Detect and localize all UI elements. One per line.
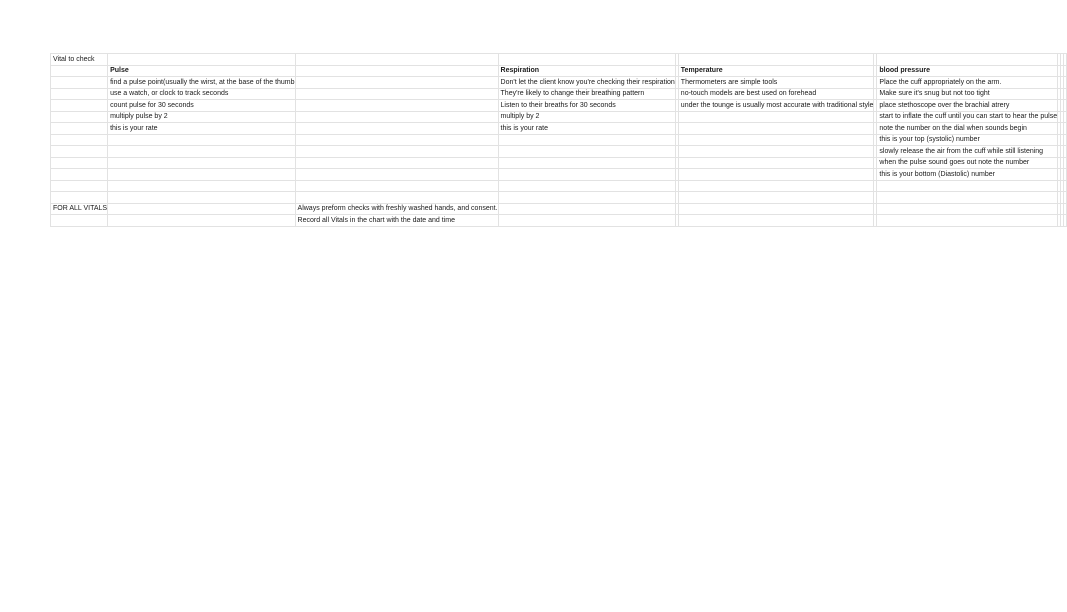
cell[interactable] [51,100,108,112]
all-vitals-note-cell[interactable]: Record all Vitals in the chart with the date and time [295,215,498,227]
cell[interactable] [295,77,498,89]
cell[interactable] [877,192,1058,204]
cell[interactable] [498,157,675,169]
sheet-title-cell[interactable]: Vital to check [51,54,108,66]
table-row [51,123,1067,135]
cell[interactable] [678,169,874,181]
respiration-step-cell[interactable]: multiply by 2 [498,111,675,123]
respiration-step-cell[interactable]: this is your rate [498,123,675,135]
cell[interactable] [295,111,498,123]
blood-pressure-step-cell[interactable]: when the pulse sound goes out note the number [877,157,1058,169]
header-pulse[interactable]: Pulse [108,65,295,77]
table-row [51,100,1067,112]
cell[interactable] [108,54,295,66]
pulse-step-cell[interactable]: use a watch, or clock to track seconds [108,88,295,100]
cell[interactable] [678,146,874,158]
header-blood-pressure[interactable]: blood pressure [877,65,1058,77]
cell[interactable] [678,180,874,192]
cell[interactable] [295,157,498,169]
respiration-step-cell[interactable]: Don't let the client know you're checking their respiration [498,77,675,89]
cell[interactable] [1064,192,1067,204]
cell[interactable] [877,54,1058,66]
cell[interactable] [877,180,1058,192]
cell[interactable] [678,215,874,227]
temperature-step-cell[interactable]: Thermometers are simple tools [678,77,874,89]
cell[interactable] [1064,215,1067,227]
cell[interactable] [295,65,498,77]
cell[interactable] [498,169,675,181]
cell[interactable] [108,157,295,169]
table-row [51,215,1067,227]
blood-pressure-step-cell[interactable]: Make sure it's snug but not too tight [877,88,1058,100]
table-row [51,169,1067,181]
table-row [51,157,1067,169]
respiration-step-cell[interactable]: Listen to their breaths for 30 seconds [498,100,675,112]
all-vitals-note-cell[interactable]: Always preform checks with freshly washed hands, and consent. [295,203,498,215]
cell[interactable] [51,77,108,89]
table-row [51,54,1067,66]
cell[interactable] [108,134,295,146]
temperature-step-cell[interactable]: under the tounge is usually most accurate with traditional style [678,100,874,112]
cell[interactable] [295,146,498,158]
cell[interactable] [51,215,108,227]
cell[interactable] [1064,100,1067,112]
cell[interactable] [1064,146,1067,158]
temperature-step-cell[interactable]: no-touch models are best used on forehead [678,88,874,100]
cell[interactable] [678,54,874,66]
table-row [51,88,1067,100]
table-row [51,192,1067,204]
blood-pressure-step-cell[interactable]: note the number on the dial when sounds begin [877,123,1058,135]
cell[interactable] [498,134,675,146]
cell[interactable] [1064,203,1067,215]
cell[interactable] [1064,180,1067,192]
cell[interactable] [295,123,498,135]
cell[interactable] [51,157,108,169]
cell[interactable] [1064,65,1067,77]
cell[interactable] [1064,54,1067,66]
pulse-step-cell[interactable]: count pulse for 30 seconds [108,100,295,112]
cell[interactable] [295,192,498,204]
cell[interactable] [1064,123,1067,135]
cell[interactable] [1064,169,1067,181]
table-row [51,111,1067,123]
cell[interactable] [108,203,295,215]
cell[interactable] [877,203,1058,215]
cell[interactable] [295,169,498,181]
cell[interactable] [51,146,108,158]
header-respiration[interactable]: Respiration [498,65,675,77]
table-row [51,180,1067,192]
cell[interactable] [678,192,874,204]
blood-pressure-step-cell[interactable]: place stethoscope over the brachial atrery [877,100,1058,112]
cell[interactable] [1064,111,1067,123]
cell[interactable] [295,54,498,66]
cell[interactable] [498,180,675,192]
cell[interactable] [498,146,675,158]
cell[interactable] [1064,88,1067,100]
spreadsheet-grid [50,53,1067,227]
cell[interactable] [108,192,295,204]
table-row [51,146,1067,158]
table-row [51,77,1067,89]
header-temperature[interactable]: Temperature [678,65,874,77]
cell[interactable] [108,180,295,192]
cell[interactable] [678,123,874,135]
table-row [51,134,1067,146]
blood-pressure-step-cell[interactable]: this is your bottom (Diastolic) number [877,169,1058,181]
cell[interactable] [678,134,874,146]
pulse-step-cell[interactable]: find a pulse point(usually the wirst, at the base of the thumb [108,77,295,89]
cell[interactable] [498,54,675,66]
cell[interactable] [51,180,108,192]
cell[interactable] [51,169,108,181]
cell[interactable] [678,157,874,169]
cell[interactable] [295,134,498,146]
cell[interactable] [678,111,874,123]
pulse-step-cell[interactable]: this is your rate [108,123,295,135]
cell[interactable] [295,88,498,100]
table-row [51,65,1067,77]
table-row [51,203,1067,215]
cell[interactable] [51,65,108,77]
cell[interactable] [51,88,108,100]
pulse-step-cell[interactable]: multiply pulse by 2 [108,111,295,123]
respiration-step-cell[interactable]: They're likely to change their breathing pattern [498,88,675,100]
cell[interactable] [295,100,498,112]
cell[interactable] [1064,134,1067,146]
cell[interactable] [498,215,675,227]
cell[interactable] [108,146,295,158]
blood-pressure-step-cell[interactable]: this is your top (systolic) number [877,134,1058,146]
cell[interactable] [108,169,295,181]
cell[interactable] [498,192,675,204]
blood-pressure-step-cell[interactable]: Place the cuff appropriately on the arm. [877,77,1058,89]
cell[interactable] [1064,157,1067,169]
cell[interactable] [51,192,108,204]
cell[interactable] [678,203,874,215]
all-vitals-label-cell[interactable]: FOR ALL VITALS [51,203,108,215]
blood-pressure-step-cell[interactable]: slowly release the air from the cuff while still listening [877,146,1058,158]
cell[interactable] [295,180,498,192]
cell[interactable] [51,123,108,135]
cell[interactable] [1064,77,1067,89]
cell[interactable] [51,134,108,146]
cell[interactable] [51,111,108,123]
cell[interactable] [108,215,295,227]
blood-pressure-step-cell[interactable]: start to inflate the cuff until you can start to hear the pulse [877,111,1058,123]
cell[interactable] [877,215,1058,227]
cell[interactable] [498,203,675,215]
